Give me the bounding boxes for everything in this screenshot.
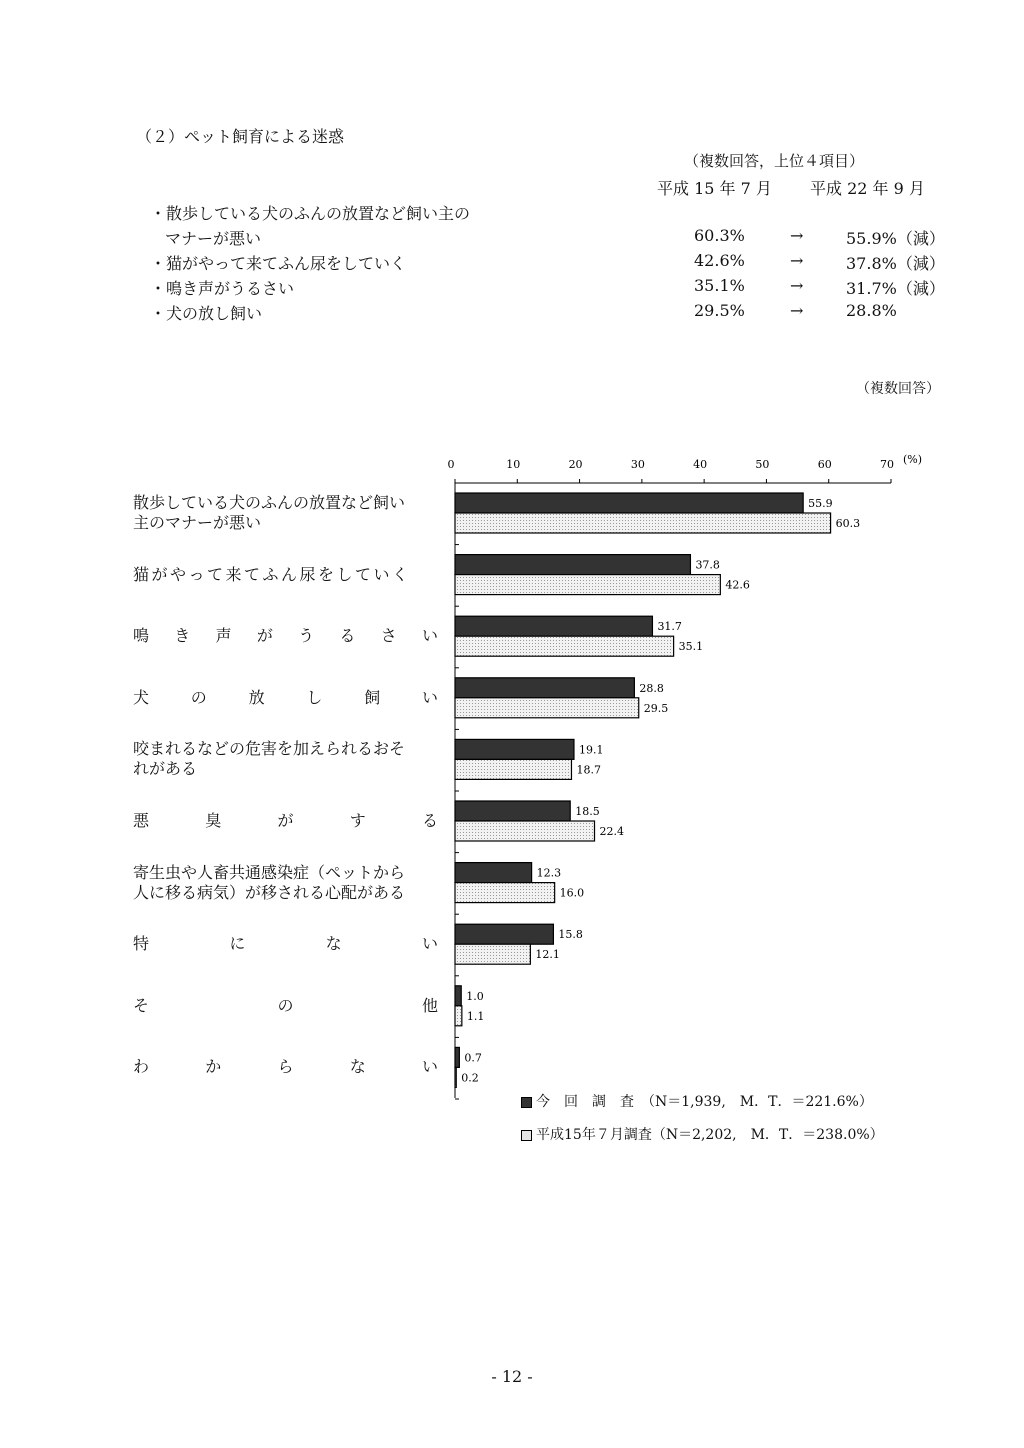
bar-value-label: 60.3 xyxy=(835,517,861,530)
category-label-char: わ xyxy=(133,1057,150,1077)
summary-row-label: ・犬の放し飼い xyxy=(150,304,263,323)
bar-value-label: 1.0 xyxy=(466,989,484,1003)
bar-value-label: 42.6 xyxy=(725,578,750,592)
bar-value-label: 31.7 xyxy=(657,620,682,634)
legend-label-previous: 平成15年７月調査（N＝2,202, M．T．＝238.0%） xyxy=(536,1127,884,1143)
category-label-char: 悪 xyxy=(133,811,150,830)
bar-value-label: 28.8 xyxy=(639,681,664,695)
category-label-char: る xyxy=(339,626,356,646)
summary-arrow: → xyxy=(790,276,804,295)
summary-row-new: 55.9%（減） xyxy=(846,229,945,248)
bar xyxy=(455,678,634,698)
x-tick-label: 60 xyxy=(817,458,832,471)
summary-arrow: → xyxy=(790,301,804,320)
category-label-char: い xyxy=(421,687,438,707)
bar xyxy=(455,493,803,513)
category-label-char: さ xyxy=(380,626,397,646)
summary-row-label-cont: マナーが悪い xyxy=(165,229,262,248)
category-label xyxy=(133,493,405,533)
x-tick-label: 70 xyxy=(880,458,894,471)
bar-value-label: 1.1 xyxy=(466,1009,485,1023)
category-label-char: そ xyxy=(133,995,150,1015)
x-tick-label: 0 xyxy=(447,458,455,471)
category-label-char: う xyxy=(298,626,315,646)
category-label xyxy=(133,1057,438,1077)
category-label xyxy=(133,811,438,831)
bar xyxy=(455,986,461,1006)
summary-row-old: 35.1% xyxy=(694,276,745,295)
legend-swatch-current xyxy=(521,1097,532,1108)
category-label-char: す xyxy=(349,811,366,830)
summary-row-old: 29.5% xyxy=(694,301,745,320)
category-label-char: い xyxy=(421,626,438,646)
category-label xyxy=(133,688,438,708)
category-label-line: 主のマナーが悪い xyxy=(133,513,262,532)
bar xyxy=(455,759,571,779)
bar xyxy=(455,944,530,964)
summary-row-old: 42.6% xyxy=(694,251,745,270)
bar xyxy=(455,863,532,883)
category-label-line: れがある xyxy=(133,759,198,779)
bar xyxy=(455,1047,459,1067)
bar xyxy=(455,636,674,656)
bar-value-label: 16.0 xyxy=(559,886,585,900)
legend-item-previous xyxy=(521,1124,884,1144)
category-label xyxy=(133,996,438,1016)
category-label-char: 他 xyxy=(421,995,438,1015)
x-tick-label: 10 xyxy=(506,458,521,471)
bar-value-label: 35.1 xyxy=(678,640,704,654)
category-label-char: な xyxy=(349,1057,366,1077)
x-tick-label: 20 xyxy=(568,458,583,471)
summary-row-old: 60.3% xyxy=(694,226,745,245)
bar xyxy=(455,616,652,636)
category-label-char: 犬 xyxy=(133,687,150,707)
chart-note: （複数回答） xyxy=(856,381,940,397)
x-tick-label: 40 xyxy=(693,458,708,471)
bar xyxy=(455,698,639,718)
category-label xyxy=(133,626,438,646)
category-label: 猫がやって来てふん尿をしていく xyxy=(133,564,411,584)
bar-value-label: 0.7 xyxy=(464,1051,482,1065)
category-label-char: 鳴 xyxy=(133,626,150,646)
bar xyxy=(455,555,690,575)
bar-value-label: 12.3 xyxy=(536,866,562,880)
category-label-char: い xyxy=(421,934,438,954)
category-label-char: の xyxy=(277,995,294,1015)
category-label-char: 臭 xyxy=(205,811,222,830)
bar xyxy=(455,1006,462,1026)
summary-row-label: ・猫がやって来てふん尿をしていく xyxy=(150,254,407,273)
category-label-char: な xyxy=(325,934,342,954)
category-label-char: し xyxy=(306,687,323,707)
category-label-char: 声 xyxy=(215,626,232,646)
legend-label-current: 今 回 調 査 （N＝1,939, M．T．＝221.6%） xyxy=(536,1094,873,1110)
bar-value-label: 29.5 xyxy=(643,701,669,715)
bar xyxy=(455,801,570,821)
legend-item-current xyxy=(521,1091,873,1111)
category-label-char: 特 xyxy=(133,934,150,954)
category-label-line: 寄生虫や人畜共通感染症（ペットから xyxy=(133,862,406,882)
summary-col-old: 平成 15 年 7 月 xyxy=(657,179,772,198)
summary-row-label: ・散歩している犬のふんの放置など飼い主の xyxy=(150,204,471,223)
category-label xyxy=(133,739,405,779)
bar-value-label: 0.2 xyxy=(461,1071,479,1085)
category-label xyxy=(133,863,405,903)
bar-value-label: 12.1 xyxy=(535,948,560,962)
bar xyxy=(455,575,720,595)
bar-value-label: 55.9 xyxy=(808,497,833,510)
category-label-char: か xyxy=(205,1057,222,1077)
category-label-line: 咬まれるなどの危害を加えられるおそ xyxy=(133,739,406,759)
bar-value-label: 18.5 xyxy=(575,805,600,818)
summary-col-new: 平成 22 年 9 月 xyxy=(810,179,925,198)
category-label-char: 放 xyxy=(248,687,265,707)
x-tick-label: 30 xyxy=(630,458,645,471)
category-label-char: る xyxy=(421,811,438,830)
summary-arrow: → xyxy=(790,226,804,245)
section-title: （２）ペット飼育による迷惑 xyxy=(136,127,345,146)
category-label-line: 散歩している犬のふんの放置など飼い xyxy=(133,493,406,512)
summary-row-new: 37.8%（減） xyxy=(846,254,945,273)
bar xyxy=(455,739,574,759)
bar xyxy=(455,513,831,533)
category-label-char: い xyxy=(421,1057,438,1077)
bar-value-label: 22.4 xyxy=(599,825,625,838)
legend-swatch-previous xyxy=(521,1130,532,1141)
summary-row-new: 28.8% xyxy=(846,301,897,320)
bar xyxy=(455,924,553,944)
summary-row-label: ・鳴き声がうるさい xyxy=(150,279,295,298)
category-label-char: ら xyxy=(277,1057,294,1077)
category-label xyxy=(133,934,438,954)
x-tick-label: 50 xyxy=(755,458,770,471)
x-unit-label: (%) xyxy=(903,453,923,466)
bar xyxy=(455,1067,456,1087)
page-number: - 12 - xyxy=(491,1367,533,1386)
summary-row-new: 31.7%（減） xyxy=(846,279,945,298)
category-label-line: 人に移る病気）が移される心配がある xyxy=(133,882,406,902)
category-label-char: が xyxy=(256,626,273,646)
category-label-char: に xyxy=(229,934,246,954)
summary-note: （複数回答，上位４項目） xyxy=(684,152,865,170)
category-label-char: 飼 xyxy=(364,687,381,707)
summary-arrow: → xyxy=(790,251,804,270)
category-label-char: が xyxy=(277,811,294,830)
bar-value-label: 37.8 xyxy=(695,558,720,572)
bar-value-label: 18.7 xyxy=(576,763,601,777)
bar xyxy=(455,883,555,903)
bar-value-label: 15.8 xyxy=(558,928,583,942)
category-label-char: の xyxy=(190,687,207,707)
bar xyxy=(455,821,595,841)
bar-value-label: 19.1 xyxy=(578,743,604,757)
category-label-char: き xyxy=(174,626,191,646)
